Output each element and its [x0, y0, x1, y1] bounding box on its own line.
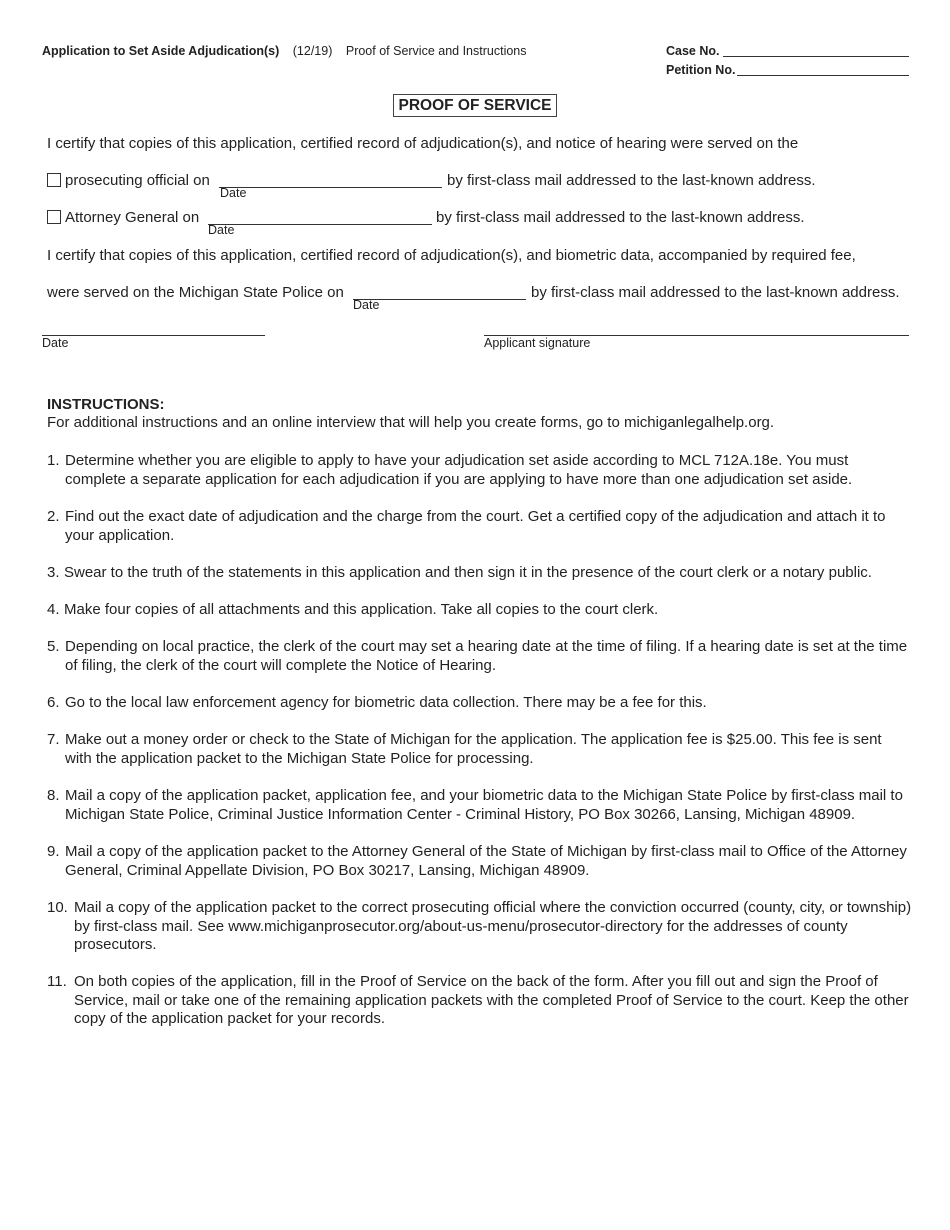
list-item: [47, 973, 912, 1029]
prosecuting-mail-text: by first-class mail addressed to the last-known address.: [447, 172, 816, 189]
form-title: Application to Set Aside Adjudication(s): [42, 44, 280, 58]
msp-mail-text: by first-class mail addressed to the last-known address.: [531, 284, 900, 301]
form-subtitle: Proof of Service and Instructions: [345, 44, 527, 58]
list-item: [47, 787, 912, 824]
list-item: [47, 508, 912, 545]
signature-date-label: Date: [42, 336, 69, 350]
list-item-number: 7.: [47, 731, 60, 748]
list-item-number: 10.: [47, 899, 68, 916]
list-item-text: Determine whether you are eligible to apply to have your adjudication set aside according to MCL 712A.18e. You must complete a separate application for each adjudication if you are applying to have more than one adjudication set aside.: [65, 452, 853, 488]
msp-label: were served on the Michigan State Police on: [47, 284, 344, 301]
list-item-text: Go to the local law enforcement agency for biometric data collection. There may be a fee for this.: [65, 694, 707, 711]
list-item-text: On both copies of the application, fill in the Proof of Service on the back of the form. After you fill out and sign the Proof of Service, mail or take one of the remaining application packets with the completed Proof of Service to the court. Keep the other copy of the application packet for your records.: [74, 973, 909, 1028]
case-no-label: Case No.: [666, 44, 720, 58]
attorney-date-label: Date: [208, 223, 235, 237]
list-item: [47, 694, 912, 713]
list-item-number: 4.: [47, 601, 60, 618]
list-item: [47, 564, 912, 583]
instructions-list: [47, 0, 912, 1230]
instructions-heading: INSTRUCTIONS:: [47, 396, 165, 413]
list-item: [47, 601, 912, 620]
list-item-text: Swear to the truth of the statements in this application and then sign it in the presence of the court clerk or a notary public.: [64, 564, 872, 581]
list-item-number: 2.: [47, 508, 60, 525]
list-item: [47, 638, 912, 675]
prosecuting-official-label: prosecuting official on: [65, 172, 210, 189]
list-item-text: Depending on local practice, the clerk of the court may set a hearing date at the time of filing. If a hearing date is set at the time of filing, the clerk of the court will complete the Notice of Hearing.: [65, 638, 908, 674]
list-item-number: 11.: [47, 973, 67, 990]
list-item-text: Mail a copy of the application packet to the Attorney General of the State of Michigan by first-class mail to Office of the Attorney General, Criminal Appellate Division, PO Box 30217, Lansing, Michigan 48909.: [65, 843, 907, 879]
list-item: [47, 731, 912, 768]
list-item-number: 1.: [47, 452, 60, 469]
form-version: (12/19): [292, 44, 333, 58]
applicant-signature-label: Applicant signature: [484, 336, 591, 350]
list-item-text: Find out the exact date of adjudication and the charge from the court. Get a certified copy of the adjudication and attach it to your application.: [65, 508, 886, 544]
msp-date-label: Date: [353, 298, 380, 312]
certify-statement-1: I certify that copies of this application, certified record of adjudication(s), and notice of hearing were served on the: [47, 135, 799, 152]
petition-no-label: Petition No.: [666, 63, 736, 77]
list-item-text: Mail a copy of the application packet to the correct prosecuting official where the conviction occurred (county, city, or township) by first-class mail. See www.michiganprosecutor.org/about-us-menu/prosecutor-directory for the addresses of county prosecutors.: [74, 899, 912, 954]
list-item-number: 8.: [47, 787, 60, 804]
certify-statement-2: I certify that copies of this application, certified record of adjudication(s), and biometric data, accompanied by required fee,: [47, 247, 856, 264]
list-item: [47, 452, 912, 489]
prosecuting-date-label: Date: [220, 186, 247, 200]
instructions-intro: For additional instructions and an online interview that will help you create forms, go to michiganlegalhelp.org.: [47, 414, 775, 431]
list-item: [47, 843, 912, 880]
attorney-mail-text: by first-class mail addressed to the last-known address.: [436, 209, 805, 226]
list-item-number: 5.: [47, 638, 60, 655]
list-item: [47, 899, 912, 955]
list-item-text: Make out a money order or check to the State of Michigan for the application. The application fee is $25.00. This fee is sent with the application packet to the Michigan State Police for processing.: [65, 731, 882, 767]
list-item-text: Mail a copy of the application packet, application fee, and your biometric data to the Michigan State Police by first-class mail to Michigan State Police, Criminal Justice Information Center - Criminal History, PO Box 30266, Lansing, Michigan 48909.: [65, 787, 903, 823]
list-item-number: 3.: [47, 564, 60, 581]
list-item-text: Make four copies of all attachments and this application. Take all copies to the court clerk.: [64, 601, 659, 618]
attorney-general-label: Attorney General on: [65, 209, 200, 226]
list-item-number: 9.: [47, 843, 60, 860]
list-item-number: 6.: [47, 694, 60, 711]
proof-of-service-title: PROOF OF SERVICE: [393, 94, 557, 117]
